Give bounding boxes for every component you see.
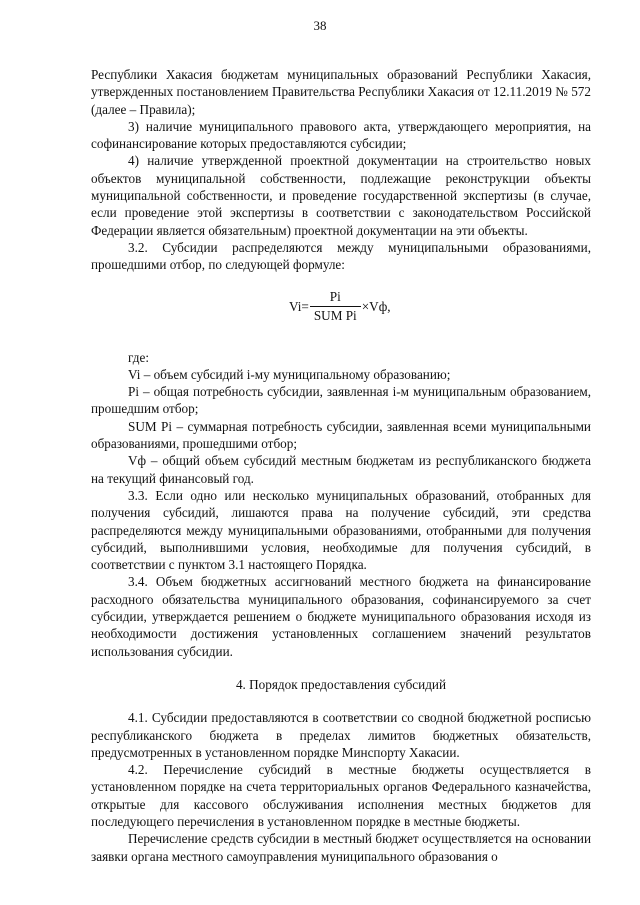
paragraph-4-2: 4.2. Перечисление субсидий в местные бюджеты осуществляется в установленном порядке на счета территориальных органов Федерального казначейства, открытые для кассового обслуживания исполнения местных бюджетов для последующего перечисления в установленном порядке в местные бюджеты. [91, 762, 591, 829]
formula-numerator: Pi [329, 289, 341, 305]
definition-vi: Vi – объем субсидий i-му муниципальному образованию; [128, 366, 451, 382]
paragraph-3-4: 3.4. Объем бюджетных ассигнований местного бюджета на финансирование расходного обязательства муниципального образования, софинансируемого за счет субсидии, утверждается решением о бюджете муниципального образования исходя из необходимости достижения установленных соглашением значений результатов использования субсидии. [91, 574, 591, 659]
formula-lhs: Vi= [289, 298, 309, 314]
paragraph-4-1: 4.1. Субсидии предоставляются в соответствии со сводной бюджетной росписью республиканского бюджета в пределах лимитов бюджетных обязательств, предусмотренных в установленном порядке Минспорту Хакасии. [91, 710, 591, 760]
paragraph-3-3: 3.3. Если одно или несколько муниципальных образований, отобранных для получения субсидий, лишаются права на получение субсидий, эти средства распределяются между муниципальными образованиями, отобранными для получения субсидий, выполнившими условия, необходимые для получения субсидий, в соответствии с пунктом 3.1 настоящего Порядка. [91, 487, 591, 573]
paragraph-condition-4: 4) наличие утвержденной проектной документации на строительство новых объектов муниципальной собственности, подлежащие реконструкции объекты муниципальной собственности, и проведение государственной экспертизы (в случае, если проведение этой экспертизы в соответствии с законодательством Российской Федерации является обязательным) проектной документации на эти объекты. [91, 153, 591, 238]
definition-pi: Pi – общая потребность субсидии, заявленная i-м муниципальным образованием, прошедшим отбор; [91, 384, 591, 417]
paragraph-transfer: Перечисление средств субсидии в местный бюджет осуществляется на основании заявки органа местного самоуправления муниципального образования о [91, 831, 591, 864]
paragraph-where: где: [128, 349, 149, 365]
definition-vf: Vф – общий объем субсидий местным бюджетам из республиканского бюджета на текущий финансовый год. [91, 453, 591, 486]
paragraph-condition-3: 3) наличие муниципального правового акта, утверждающего мероприятия, на софинансирование которых предоставляются субсидии; [91, 118, 591, 152]
definition-sum-pi: SUM Pi – суммарная потребность субсидии, заявленная всеми муниципальными образованиями, прошедшими отбор; [91, 418, 591, 452]
paragraph-rules-reference: Республики Хакасия бюджетам муниципальных образований Республики Хакасия, утвержденных постановлением Правительства Республики Хакасия от 12.11.2019 № 572 (далее – Правила); [91, 67, 591, 117]
page-number: 38 [313, 18, 327, 33]
section-4-heading: 4. Порядок предоставления субсидий [235, 676, 447, 692]
distribution-formula [91, 287, 591, 327]
formula-denominator: SUM Pi [310, 306, 361, 324]
paragraph-3-2: 3.2. Субсидии распределяются между муниципальными образованиями, прошедшими отбор, по следующей формуле: [91, 239, 591, 273]
formula-fraction [310, 289, 361, 324]
document-body [91, 66, 591, 865]
formula-rhs: ×Vф, [361, 298, 391, 314]
